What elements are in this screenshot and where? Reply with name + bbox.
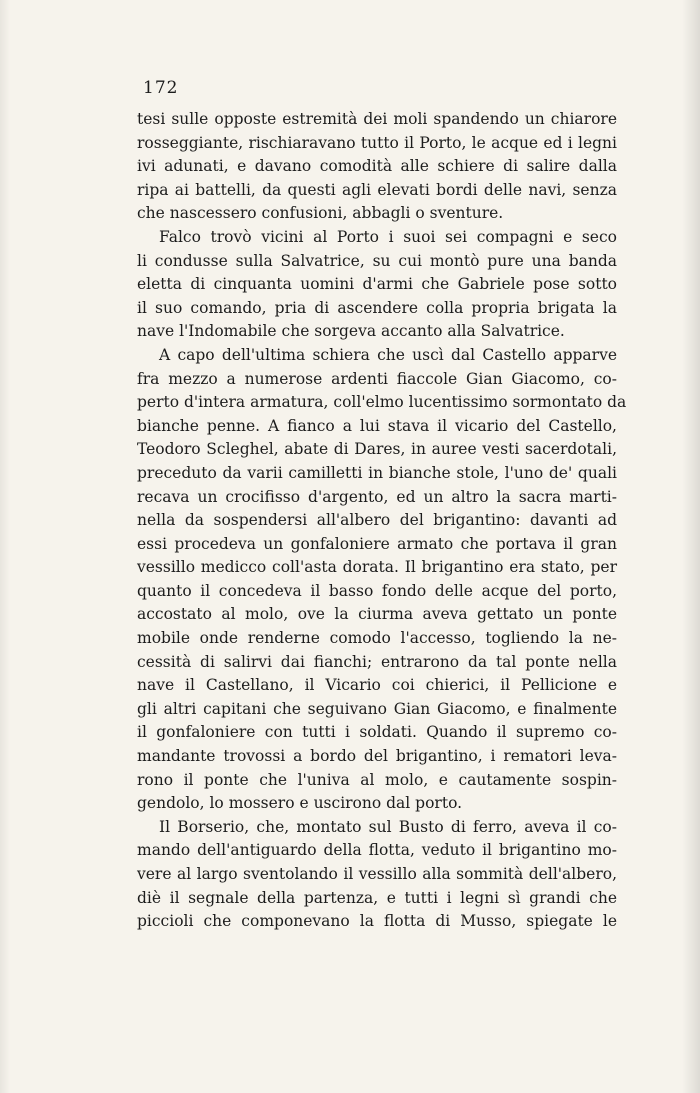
text-line: Falco trovò vicini al Porto i suoi sei compagni e seco (159, 227, 617, 246)
text-line: rono il ponte che l'univa al molo, e cautamente sospin- (137, 770, 617, 789)
text-line: mandante trovossi a bordo del brigantino, i rematori leva- (137, 747, 617, 766)
text-line: eletta di cinquanta uomini d'armi che Gabriele pose sotto (137, 275, 617, 294)
text-line: diè il segnale della partenza, e tutti i legni sì grandi che (137, 888, 617, 907)
text-line: recava un crocifisso d'argento, ed un altro la sacra marti- (137, 487, 617, 506)
page-number: 172 (143, 78, 179, 98)
text-line: nave l'Indomabile che sorgeva accanto alla Salvatrice. (137, 322, 565, 341)
text-line: A capo dell'ultima schiera che uscì dal Castello apparve (159, 345, 617, 364)
text-line: cessità di salirvi dai fianchi; entrarono da tal ponte nella (137, 652, 617, 671)
text-line: bianche penne. A fianco a lui stava il vicario del Castello, (137, 416, 617, 435)
text-line: il gonfaloniere con tutti i soldati. Quando il supremo co- (137, 723, 617, 742)
page-gutter-shadow (0, 0, 10, 1093)
text-line: perto d'intera armatura, coll'elmo lucentissimo sormontato da (137, 393, 627, 412)
text-line: nave il Castellano, il Vicario coi chierici, il Pellicione e (137, 676, 617, 695)
text-line: tesi sulle opposte estremità dei moli spandendo un chiarore (137, 110, 617, 128)
text-line: ivi adunati, e davano comodità alle schiere di salire dalla (137, 157, 617, 176)
text-line: vessillo medicco coll'asta dorata. Il brigantino era stato, per (137, 558, 617, 577)
paragraph-4 (137, 816, 617, 934)
text-line: rosseggiante, rischiaravano tutto il Porto, le acque ed i legni (137, 133, 617, 152)
page-edge-shadow (682, 0, 700, 1093)
text-line: gendolo, lo mossero e uscirono dal porto. (137, 794, 463, 813)
text-line: quanto il concedeva il basso fondo delle acque del porto, (137, 581, 617, 600)
text-line: nella da sospendersi all'albero del brigantino: davanti ad (137, 511, 617, 530)
text-line: Il Borserio, che, montato sul Busto di ferro, aveva il co- (159, 817, 617, 836)
text-line: mobile onde renderne comodo l'accesso, togliendo la ne- (137, 629, 617, 648)
paragraph-2 (137, 226, 617, 344)
text-line: fra mezzo a numerose ardenti fiaccole Gian Giacomo, co- (137, 369, 617, 388)
text-line: essi procedeva un gonfaloniere armato che portava il gran (137, 534, 617, 553)
text-line: Teodoro Scleghel, abate di Dares, in auree vesti sacerdotali, (137, 440, 617, 459)
text-line: il suo comando, pria di ascendere colla propria brigata la (137, 298, 617, 317)
text-line: piccioli che componevano la flotta di Musso, spiegate le (137, 912, 617, 931)
text-line: vere al largo sventolando il vessillo alla sommità dell'albero, (137, 865, 617, 883)
body-text (137, 108, 627, 934)
text-line: gli altri capitani che seguivano Gian Giacomo, e finalmente (137, 699, 617, 718)
text-line: che nascessero confusioni, abbagli o sventure. (137, 204, 504, 223)
paragraph-1 (137, 108, 617, 226)
text-line: li condusse sulla Salvatrice, su cui montò pure una banda (137, 251, 617, 270)
text-line: accostato al molo, ove la ciurma aveva gettato un ponte (137, 605, 617, 624)
text-line: mando dell'antiguardo della flotta, veduto il brigantino mo- (137, 841, 617, 860)
paragraph-3 (137, 344, 627, 816)
text-line: ripa ai battelli, da questi agli elevati bordi delle navi, senza (137, 180, 617, 199)
text-line: preceduto da varii camilletti in bianche stole, l'uno de' quali (137, 463, 617, 482)
